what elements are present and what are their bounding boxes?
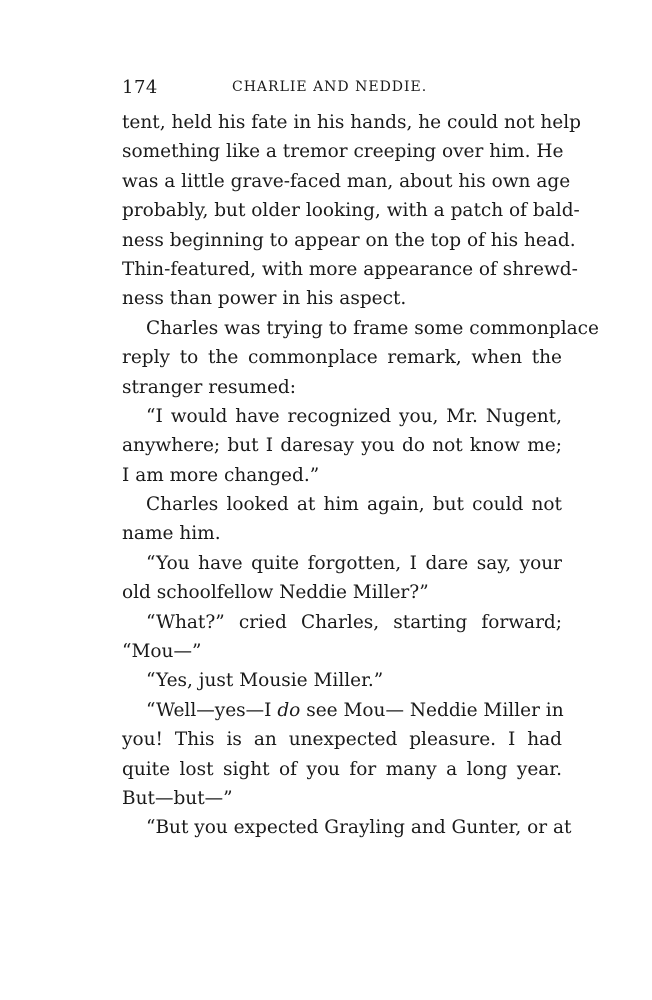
text-line: “You have quite forgotten, I dare say, your <box>146 552 562 574</box>
text-line: “But you expected Grayling and Gunter, or at <box>146 817 572 839</box>
text-line: “I would have recognized you, Mr. Nugent, <box>146 405 562 427</box>
page-number: 174 <box>122 77 158 98</box>
running-title: CHARLIE AND NEDDIE. <box>232 79 428 95</box>
text-line: quite lost sight of you for many a long year. <box>122 758 562 780</box>
text-line: stranger resumed: <box>122 376 296 398</box>
text-line: Charles looked at him again, but could not <box>146 494 562 516</box>
text-line: tent, held his fate in his hands, he could not help <box>122 112 582 133</box>
text-line: anywhere; but I daresay you do not know me; <box>122 435 562 457</box>
text-line: ness than power in his aspect. <box>122 288 407 310</box>
text-line: But—but—” <box>122 787 233 809</box>
text-line: I am more changed.” <box>122 464 320 486</box>
running-head <box>122 77 562 101</box>
text-line: “Mou—” <box>122 641 202 663</box>
text-line: ness beginning to appear on the top of his head. <box>122 229 576 251</box>
body-text <box>122 108 599 843</box>
text-line: “Yes, just Mousie Miller.” <box>146 670 384 692</box>
text-line: old schoolfellow Neddie Miller?” <box>122 582 429 604</box>
text-line: reply to the commonplace remark, when the <box>122 347 562 369</box>
text-line: probably, but older looking, with a patch of bald- <box>122 200 580 222</box>
text-line: was a little grave-faced man, about his own age <box>122 170 571 192</box>
text-line: “What?” cried Charles, starting forward; <box>146 611 562 633</box>
text-line: you! This is an unexpected pleasure. I had <box>122 729 562 751</box>
text-line: something like a tremor creeping over him. He <box>122 141 564 163</box>
text-line: name him. <box>122 523 221 545</box>
text-line: Thin-featured, with more appearance of shrewd- <box>122 258 578 280</box>
text-line: Charles was trying to frame some commonplace <box>146 317 599 339</box>
text-line: “Well—yes—I do see Mou— Neddie Miller in <box>146 699 564 721</box>
